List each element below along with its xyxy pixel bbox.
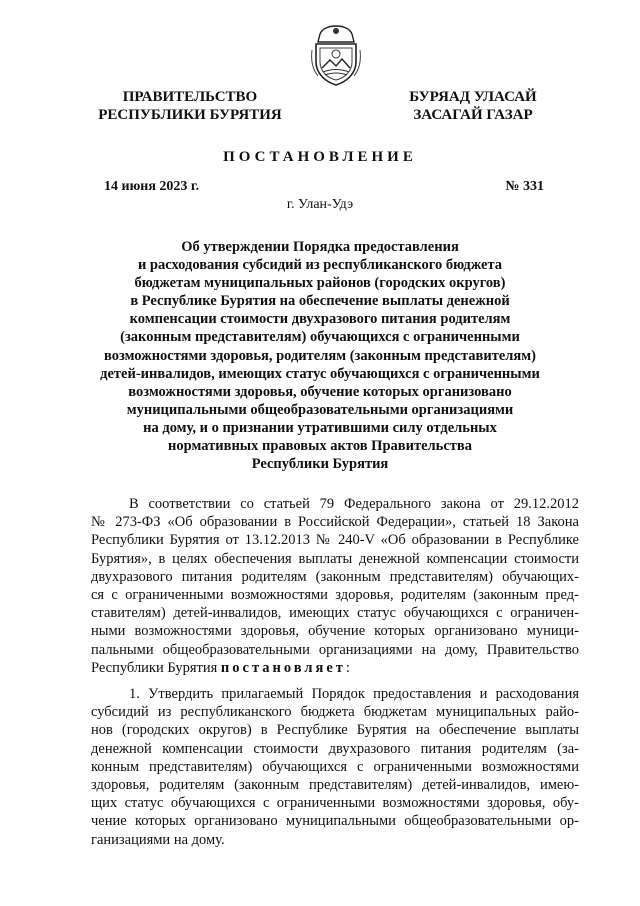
- coat-of-arms-icon: [308, 22, 364, 88]
- paragraph-line: № 273-ФЗ «Об образовании в Российской Федерации», статьей 18 Закона: [91, 514, 579, 531]
- paragraph-line: В соответствии со статьей 79 Федерального закона от 29.12.2012: [129, 496, 579, 512]
- paragraph-line: субсидий из республиканского бюджета бюджетам муниципальных райо-: [91, 704, 579, 721]
- clause-1-paragraph: [91, 685, 579, 849]
- paragraph-line: денежной компенсации стоимости двухразового питания родителям (за-: [91, 740, 579, 757]
- paragraph-line: Бурятия», в целях обеспечения выплаты денежной компенсации стоимости: [91, 550, 579, 567]
- title-line: и расходования субсидий из республиканского бюджета: [137, 257, 503, 274]
- document-number: № 331: [505, 179, 544, 194]
- issuer-name-russian: [80, 88, 300, 124]
- paragraph-line: нов (городских округов) в Республике Бурятия на обеспечение выплаты: [91, 722, 579, 739]
- title-line: (законным представителям) обучающихся с ограниченными: [120, 329, 520, 346]
- title-line: нормативных правовых актов Правительства: [168, 438, 472, 455]
- title-line: возможностями здоровья, родителям (законным представителям): [104, 347, 536, 364]
- title-line: Республики Бурятия: [251, 456, 389, 473]
- issuer-name-russian-line: РЕСПУБЛИКИ БУРЯТИЯ: [98, 107, 282, 123]
- issuer-name-buryat: [388, 88, 558, 124]
- paragraph-line: ными возможностями здоровья, обучение которых организовано муници-: [91, 623, 579, 640]
- document-city: г. Улан-Удэ: [286, 197, 354, 212]
- document-date: 14 июня 2023 г.: [104, 179, 200, 194]
- paragraph-line: чение которых организовано муниципальными общеобразовательными ор-: [91, 813, 579, 830]
- paragraph-line: пальными общеобразовательными организациями на дому, Правительство: [91, 641, 579, 658]
- paragraph-line: ся с ограниченными возможностями здоровья, родителям (законным пред-: [91, 586, 579, 603]
- issuer-name-buryat-line: ЗАСАГАЙ ГАЗАР: [413, 107, 533, 123]
- document-type: ПОСТАНОВЛЕНИЕ: [223, 149, 417, 165]
- resolution-suffix: :: [345, 659, 350, 676]
- document-title: [100, 238, 540, 473]
- paragraph-line: ганизациями на дому.: [91, 831, 225, 848]
- paragraph-line: щих статус обучающихся с ограниченными возможностями здоровья, обу-: [91, 795, 579, 812]
- resolution-prefix: Республики Бурятия: [91, 659, 221, 676]
- title-line: возможностями здоровья, обучение которых организовано: [128, 383, 512, 400]
- paragraph-line: конным представителям) обучающихся с ограниченными возможностями: [91, 758, 579, 775]
- paragraph-line: 1. Утвердить прилагаемый Порядок предоставления и расходования: [129, 686, 579, 702]
- title-line: компенсации стоимости двухразового питания родителям: [129, 311, 511, 328]
- paragraph-line: здоровья, родителям (законным представителям) детей-инвалидов, имею-: [91, 776, 579, 793]
- title-line: детей-инвалидов, имеющих статус обучающихся с ограниченными: [100, 365, 540, 382]
- paragraph-line: двухразового питания родителям (законным представителям) обучающих-: [91, 568, 579, 585]
- paragraph-line: Республики Бурятия от 13.12.2013 № 240-V «Об образовании в Республике: [91, 532, 579, 549]
- title-line: муниципальными общеобразовательными организациями: [126, 401, 514, 418]
- title-line: Об утверждении Порядка предоставления: [181, 239, 459, 255]
- title-line: в Республике Бурятия на обеспечение выплаты денежной: [130, 293, 510, 310]
- title-line: бюджетам муниципальных районов (городских округов): [134, 275, 506, 292]
- issuer-name-russian-line: ПРАВИТЕЛЬСТВО: [122, 89, 258, 105]
- paragraph-line: ставителям) детей-инвалидов, имеющих статус обучающихся с ограничен-: [91, 605, 579, 622]
- issuer-name-buryat-line: БУРЯАД УЛАСАЙ: [409, 89, 537, 105]
- preamble-paragraph: [91, 495, 579, 677]
- title-line: на дому, и о признании утратившими силу отдельных: [143, 419, 497, 436]
- paragraph-line: [91, 659, 579, 677]
- resolves-keyword: постановляет: [220, 659, 346, 676]
